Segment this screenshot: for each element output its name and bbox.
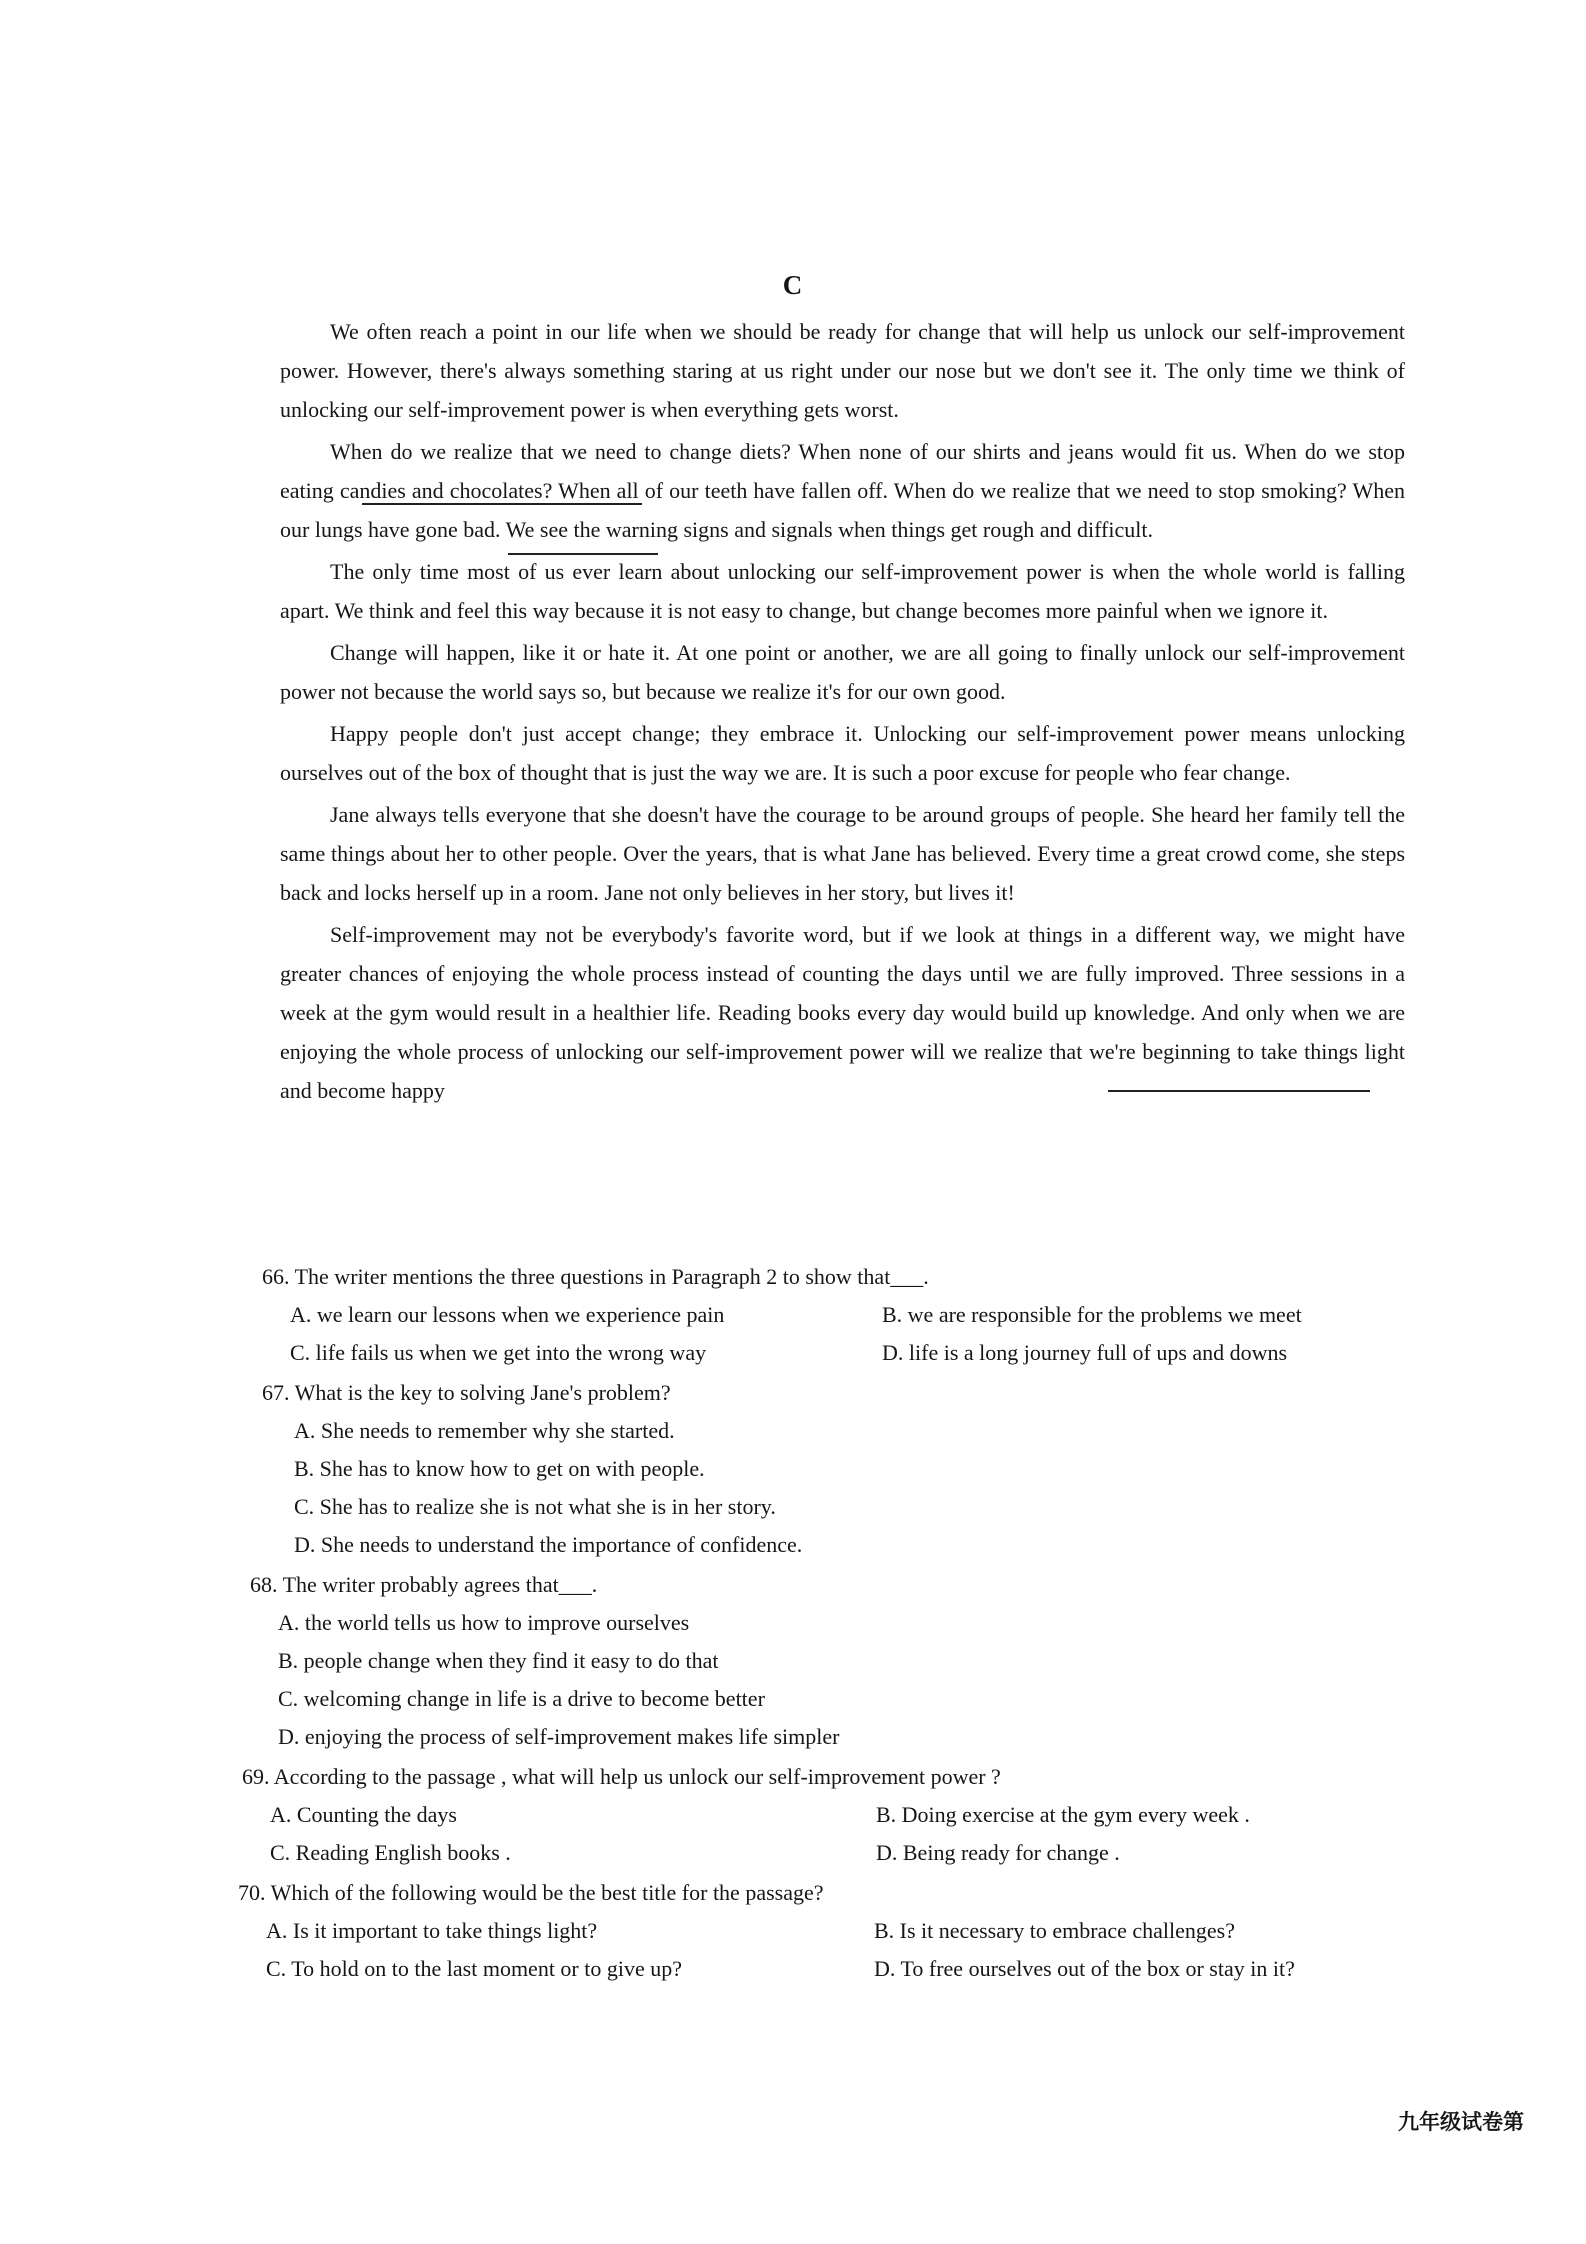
option-a: A. we learn our lessons when we experience pain [290,1302,725,1327]
option-d: D. Being ready for change . [876,1840,1120,1865]
handwritten-underline-mark [508,553,658,555]
question-stem: 68. The writer probably agrees that___. [250,1572,598,1597]
question-68 [250,1566,1412,1756]
passage-paragraph-1: We often reach a point in our life when we should be ready for change that will help us unlock our self-improvement power. However, there's always something staring at us right under our nose but we don't see it. The only time we think of unlocking our self-improvement power is when everything gets worst. [280,319,1405,422]
option-c: C. life fails us when we get into the wrong way [290,1340,707,1365]
option-c: C. Reading English books . [270,1840,511,1865]
section-title: C [782,270,804,300]
passage-paragraph-3: The only time most of us ever learn about unlocking our self-improvement power is when the whole world is falling apart. We think and feel this way because it is not easy to change, but change becomes more painful when we ignore it. [280,559,1405,623]
option-b: B. we are responsible for the problems we meet [882,1302,1302,1327]
page-footer-label: 九年级试卷第 [1398,2110,1524,2134]
option-c: C. welcoming change in life is a drive to become better [278,1686,765,1711]
question-stem: 67. What is the key to solving Jane's problem? [262,1380,671,1405]
question-stem: 66. The writer mentions the three questions in Paragraph 2 to show that___. [262,1264,929,1289]
question-70 [238,1874,1412,1988]
question-66 [262,1258,1412,1372]
passage-paragraph-5: Happy people don't just accept change; they embrace it. Unlocking our self-improvement power means unlocking ourselves out of the box of thought that is just the way we are. It is such a poor excuse for people who fear change. [280,721,1405,785]
handwritten-underline-mark [362,503,642,505]
option-c: C. To hold on to the last moment or to give up? [266,1956,683,1981]
option-group [238,1912,1412,1988]
option-group [242,1796,1412,1872]
option-group [262,1412,1412,1564]
passage-paragraph-6: Jane always tells everyone that she doesn't have the courage to be around groups of people. She heard her family tell the same things about her to other people. Over the years, that is what Jane has believed. Every time a great crowd come, she steps back and locks herself up in a room. Jane not only believes in her story, but lives it! [280,802,1405,905]
option-d: D. She needs to understand the importance of confidence. [294,1532,803,1557]
question-stem: 69. According to the passage , what will help us unlock our self-improvement power ? [242,1764,1001,1789]
option-b: B. Doing exercise at the gym every week . [876,1802,1250,1827]
passage-paragraph-4: Change will happen, like it or hate it. At one point or another, we are all going to finally unlock our self-improvement power not because the world says so, but because we realize it's for our own good. [280,640,1405,704]
option-group [250,1604,1412,1756]
handwritten-underline-mark [1108,1090,1370,1092]
question-67 [262,1374,1412,1564]
option-a: A. Counting the days [270,1802,457,1827]
passage-paragraph-7: Self-improvement may not be everybody's favorite word, but if we look at things in a different way, we might have greater chances of enjoying the whole process instead of counting the days until we are fully improved. Three sessions in a week at the gym would result in a healthier life. Reading books every day would build up knowledge. And only when we are enjoying the whole process of unlocking our self-improvement power will we realize that we're beginning to take things light and become happy [280,922,1405,1103]
option-d: D. enjoying the process of self-improvement makes life simpler [278,1724,840,1749]
option-b: B. people change when they find it easy to do that [278,1648,719,1673]
question-69 [242,1758,1412,1872]
reading-passage [280,312,1405,1113]
option-a: A. the world tells us how to improve ourselves [278,1610,690,1635]
question-list [238,1258,1412,1990]
option-d: D. To free ourselves out of the box or stay in it? [874,1956,1295,1981]
option-group [262,1296,1412,1372]
question-stem: 70. Which of the following would be the best title for the passage? [238,1880,824,1905]
option-d: D. life is a long journey full of ups and downs [882,1340,1288,1365]
passage-paragraph-2: When do we realize that we need to change diets? When none of our shirts and jeans would fit us. When do we stop eating candies and chocolates? When all of our teeth have fallen off. When do we realize that we need to stop smoking? When our lungs have gone bad. We see the warning signs and signals when things get rough and difficult. [280,439,1405,542]
option-c: C. She has to realize she is not what she is in her story. [294,1494,776,1519]
option-b: B. Is it necessary to embrace challenges? [874,1918,1236,1943]
option-a: A. Is it important to take things light? [266,1918,598,1943]
option-b: B. She has to know how to get on with people. [294,1456,705,1481]
option-a: A. She needs to remember why she started. [294,1418,675,1443]
